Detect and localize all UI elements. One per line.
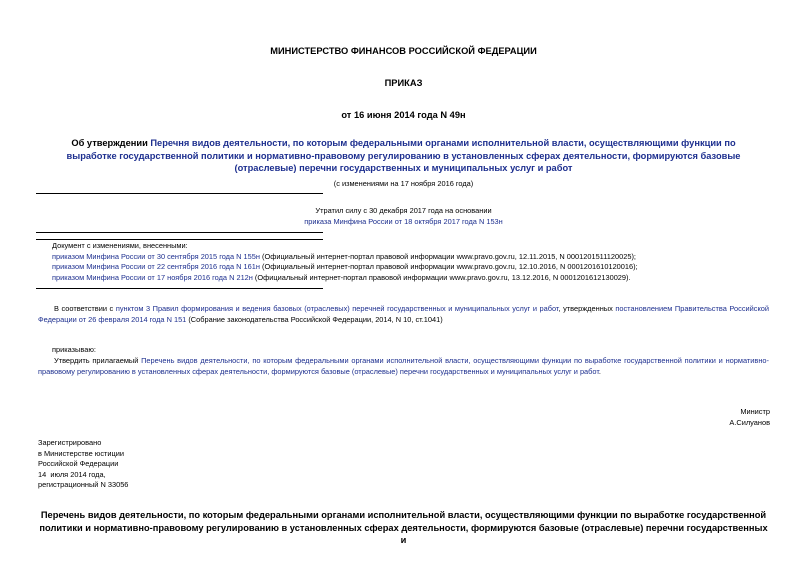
ministry-heading: МИНИСТЕРСТВО ФИНАНСОВ РОССИЙСКОЙ ФЕДЕРАЦИИ <box>270 46 537 56</box>
order-paragraph: Утвердить прилагаемый Перечень видов деятельности, по которым федеральными органами исполнительной власти, осуществляющими функции по выработке государственной политики и нормативно-правовому регулированию в установленных сферах деятельности, формируются базовые (отраслевые) перечни государственных и муниципальных услуг и работ. <box>38 356 769 376</box>
signature-block <box>729 407 770 428</box>
expiry-text: Утратил силу с 30 декабря 2017 года на основании <box>315 206 492 215</box>
change-link[interactable]: приказом Минфина России от 22 сентября 2016 года N 161н <box>52 262 260 271</box>
registration-line: регистрационный N 33056 <box>38 480 129 489</box>
document-date-number: от 16 июня 2014 года N 49н <box>341 110 466 120</box>
government-decree-link[interactable]: постановлением Правительства Российской Федерации от 26 февраля 2014 года N 151 <box>38 304 770 324</box>
divider <box>36 239 323 240</box>
change-link[interactable]: приказом Минфина России от 17 ноября 2016 года N 212н <box>52 272 253 282</box>
change-item: приказом Минфина России от 22 сентября 2016 года N 161н (Официальный интернет-портал правовой информации www.pravo.gov.ru, 12.10.2016, N 0001201610120016); <box>52 262 638 271</box>
expiry-note <box>0 206 807 227</box>
list-link[interactable]: Перечень видов деятельности, по которым федеральными органами исполнительной власти, осуществляющими функции по выработке государственной политики и нормативно-правовому регулированию в установленных сферах деятельности, формируются базовые (отраслевые) перечни государственных и муниципальных услуг и работ <box>38 356 769 376</box>
divider <box>36 193 323 194</box>
expiry-link[interactable]: приказа Минфина России от 18 октября 2017 года N 153н <box>304 216 503 226</box>
divider <box>36 288 323 289</box>
divider <box>36 232 323 233</box>
amendment-note: (с изменениями на 17 ноября 2016 года) <box>333 179 474 188</box>
document-type: ПРИКАЗ <box>384 78 423 88</box>
change-item: приказом Минфина России от 17 ноября 2016 года N 212н (Официальный интернет-портал правовой информации www.pravo.gov.ru, 13.12.2016, N 0001201612130029). <box>52 272 631 282</box>
changes-block <box>52 241 772 283</box>
registration-block <box>38 438 128 491</box>
registration-line: 14 июля 2014 года, <box>38 469 106 479</box>
change-link[interactable]: приказом Минфина России от 30 сентября 2015 года N 155н <box>52 251 260 261</box>
title-link[interactable]: Перечня видов деятельности, по которым федеральными органами исполнительной власти, осуществляющими функции по выработке государственной политики и нормативно-правовому регулированию в установленных сферах деятельности, формируются базовые (отраслевые) перечни государственных и муниципальных услуг и работ <box>66 138 741 173</box>
registration-line: Российской Федерации <box>38 459 119 468</box>
registration-line: в Министерстве юстиции <box>38 448 125 458</box>
registration-line: Зарегистрировано <box>38 438 102 447</box>
signature-position: Министр <box>740 407 770 416</box>
changes-heading: Документ с изменениями, внесенными: <box>52 241 188 250</box>
signature-name: А.Силуанов <box>729 417 770 427</box>
document-title <box>52 137 755 175</box>
rules-link[interactable]: пунктом 3 Правил формирования и ведения базовых (отраслевых) перечней государственных и муниципальных услуг и работ <box>115 304 559 313</box>
change-item: приказом Минфина России от 30 сентября 2015 года N 155н (Официальный интернет-портал правовой информации www.pravo.gov.ru, 12.11.2015, N 0001201511120025); <box>52 251 636 261</box>
annex-title: Перечень видов деятельности, по которым федеральными органами исполнительной власти, осуществляющими функции по выработке государственной политики и нормативно-правовому регулированию в установленных сферах деятельности, формируются базовые (отраслевые) перечни государственных и <box>39 510 768 545</box>
order-verb: приказываю: <box>52 345 96 354</box>
title-prefix: Об утверждении <box>71 138 151 148</box>
preamble-paragraph: В соответствии с пунктом 3 Правил формирования и ведения базовых (отраслевых) перечней государственных и муниципальных услуг и работ, утвержденных постановлением Правительства Российской Федерации от 26 февраля 2014 года N 151 (Собрание законодательства Российской Федерации, 2014, N 10, ст.1041) <box>38 304 770 324</box>
